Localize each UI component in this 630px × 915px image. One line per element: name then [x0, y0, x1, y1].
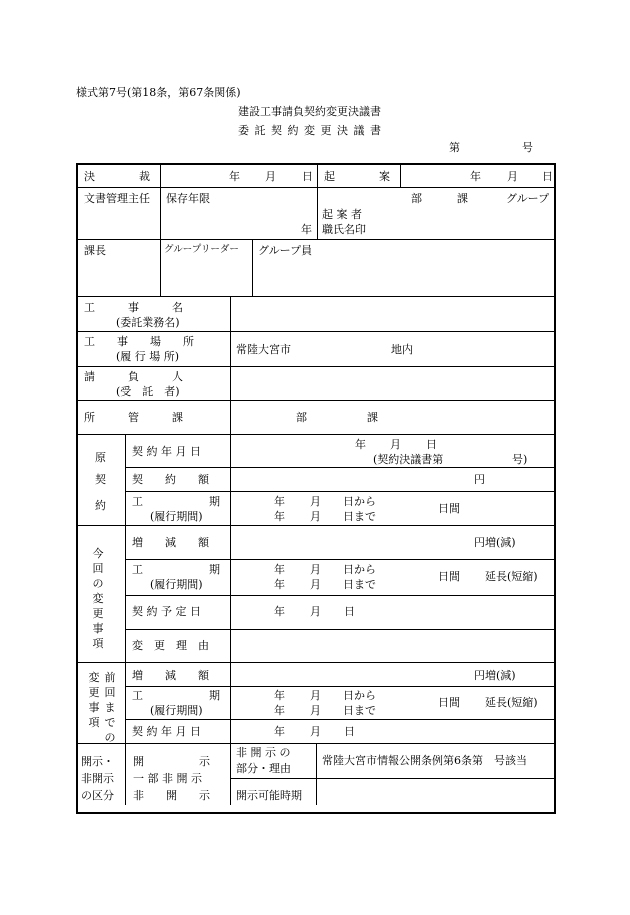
- previous-date-month: 月: [310, 725, 321, 738]
- kian-year: 年: [470, 170, 481, 183]
- ichibu-hikaiji-option: 一 部 非 開 示: [133, 772, 202, 785]
- original-koki-label: 工 期: [132, 495, 220, 508]
- current-zougen-value: 円増(減): [474, 536, 516, 549]
- ka-label: 課: [457, 192, 468, 205]
- previous-start-year: 年: [274, 689, 285, 702]
- previous-change-label-b: 変更事項: [88, 671, 100, 729]
- shokan-bu-value: 部: [296, 411, 307, 424]
- previous-end-month: 月: [310, 704, 321, 717]
- current-nichikan: 日間: [438, 570, 460, 583]
- original-start-kara: 日から: [343, 495, 376, 508]
- kian-month: 月: [507, 170, 518, 183]
- previous-end-made: 日まで: [343, 704, 376, 717]
- group-leader-label: グループリーダー: [164, 244, 239, 255]
- kiansha-label: 起 案 者: [322, 208, 362, 221]
- ukeoi-nin-label: 請 負 人: [84, 370, 183, 383]
- original-group-label-3: 約: [95, 499, 106, 512]
- yotei-bi-day: 日: [344, 605, 355, 618]
- previous-keiyaku-nengappi-label: 契 約 年 月 日: [132, 725, 201, 738]
- ketsugisho-dai-label: (契約決議書第: [373, 453, 444, 466]
- previous-date-year: 年: [274, 725, 285, 738]
- form-title-construction: 建設工事請負契約変更決議書: [238, 105, 381, 118]
- previous-zougen-value: 円増(減): [474, 669, 516, 682]
- kian-day: 日: [542, 170, 553, 183]
- kacho-label: 課長: [84, 244, 106, 257]
- current-start-kara: 日から: [343, 563, 376, 576]
- original-date-month: 月: [390, 438, 401, 451]
- original-date-year: 年: [355, 438, 366, 451]
- current-riko-kikan-label: (履行期間): [150, 578, 203, 591]
- previous-koki-label: 工 期: [132, 689, 220, 702]
- current-zougen-gaku-label: 増 減 額: [132, 536, 209, 549]
- keiyaku-gaku-yen: 円: [474, 473, 485, 486]
- original-group-label-2: 契: [95, 473, 106, 486]
- current-start-year: 年: [274, 563, 285, 576]
- ketsugisho-go-label: 号): [512, 453, 528, 466]
- hikaiji-option: 非 開 示: [133, 789, 210, 802]
- kubun-label-1: 開示・: [81, 755, 114, 768]
- current-koki-label: 工 期: [132, 563, 220, 576]
- kessai-year: 年: [229, 170, 240, 183]
- shokan-ka-value: 課: [367, 411, 378, 424]
- hikaiji-bubun-label: 非 開 示 の: [236, 746, 291, 759]
- group-in-label: グループ員: [258, 244, 313, 257]
- current-end-month: 月: [310, 578, 321, 591]
- previous-riko-kikan-label: (履行期間): [150, 704, 203, 717]
- keiyaku-gaku-label: 契 約 額: [132, 473, 209, 486]
- kessai-month: 月: [265, 170, 276, 183]
- jutaku-sha-label: (受 託 者): [116, 385, 180, 398]
- previous-change-label-a: 前回までの: [104, 671, 116, 744]
- place-value: 常陸大宮市: [236, 343, 291, 356]
- previous-nichikan: 日間: [438, 696, 460, 709]
- group-label: グループ: [506, 192, 550, 205]
- kessai-day: 日: [302, 170, 313, 183]
- shokushi-meiin-label: 職氏名印: [322, 223, 366, 236]
- form-title-commission: 委 託 契 約 変 更 決 議 書: [238, 124, 382, 137]
- koji-mei-label: 工 事 名: [84, 301, 183, 314]
- original-keiyaku-nengappi-label: 契 約 年 月 日: [132, 445, 201, 458]
- itaku-gyomu-mei-label: (委託業務名): [116, 316, 180, 329]
- document-number-go: 号: [522, 141, 533, 154]
- original-start-month: 月: [310, 495, 321, 508]
- original-nichikan: 日間: [438, 502, 460, 515]
- riko-basho-label: (履 行 場 所): [116, 350, 180, 363]
- current-encho: 延長(短縮): [485, 570, 538, 583]
- form-number: 様式第7号(第18条，第67条関係): [76, 86, 241, 99]
- chinai-label: 地内: [391, 343, 413, 356]
- original-date-day: 日: [426, 438, 437, 451]
- hozon-nengen-label: 保存年限: [166, 192, 210, 205]
- yotei-bi-year: 年: [274, 605, 285, 618]
- jorei-text: 常陸大宮市情報公開条例第6条第 号該当: [322, 754, 527, 767]
- previous-encho: 延長(短縮): [485, 696, 538, 709]
- hozon-nengen-year: 年: [301, 223, 312, 236]
- current-change-group-label: 今回の変更事項: [92, 547, 104, 650]
- current-end-made: 日まで: [343, 578, 376, 591]
- original-start-year: 年: [274, 495, 285, 508]
- koji-basho-label: 工 事 場 所: [84, 335, 194, 348]
- kubun-label-3: の区分: [81, 789, 114, 802]
- original-group-label-1: 原: [95, 451, 106, 464]
- previous-zougen-gaku-label: 増 減 額: [132, 669, 209, 682]
- previous-date-day: 日: [344, 725, 355, 738]
- original-end-month: 月: [310, 510, 321, 523]
- kubun-label-2: 非開示: [81, 772, 114, 785]
- document-number-dai: 第: [449, 141, 460, 154]
- bunsho-kanri-label: 文書管理主任: [84, 192, 150, 205]
- yotei-bi-month: 月: [310, 605, 321, 618]
- henko-riyu-label: 変 更 理 由: [132, 639, 209, 652]
- current-end-year: 年: [274, 578, 285, 591]
- original-end-year: 年: [274, 510, 285, 523]
- yotei-bi-label: 契 約 予 定 日: [132, 605, 201, 618]
- bu-label: 部: [411, 192, 422, 205]
- kessai-label: 決 裁: [84, 170, 150, 183]
- kaiji-option: 開 示: [133, 755, 210, 768]
- original-end-made: 日まで: [343, 510, 376, 523]
- previous-end-year: 年: [274, 704, 285, 717]
- original-riko-kikan-label: (履行期間): [150, 510, 203, 523]
- bubun-riyu-label: 部分・理由: [236, 762, 291, 775]
- shokan-ka-label: 所 管 課: [84, 411, 183, 424]
- kaiji-kano-label: 開示可能時期: [236, 789, 302, 802]
- current-start-month: 月: [310, 563, 321, 576]
- previous-start-month: 月: [310, 689, 321, 702]
- kian-label: 起 案: [324, 170, 390, 183]
- previous-start-kara: 日から: [343, 689, 376, 702]
